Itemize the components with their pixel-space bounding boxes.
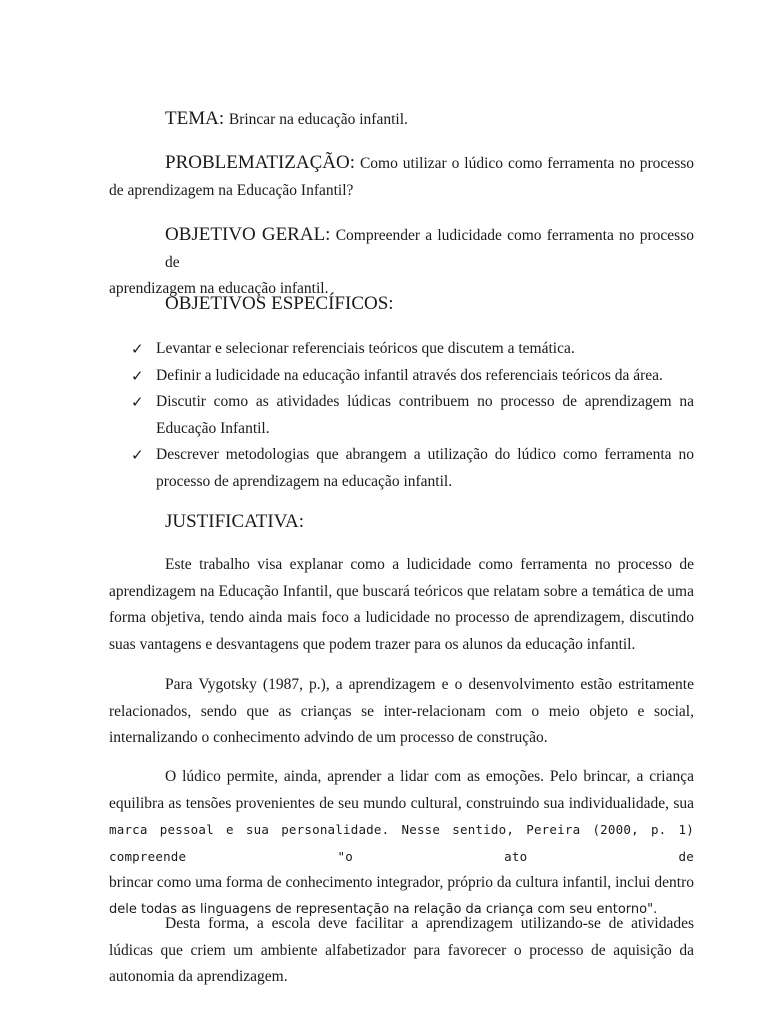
- tema-text: Brincar na educação infantil.: [228, 111, 408, 128]
- justificativa-paragraph-1: [109, 552, 694, 658]
- check-icon: ✓: [131, 366, 144, 385]
- objetivos-especificos-label: OBJETIVOS ESPECÍFICOS:: [165, 293, 394, 314]
- objetivo-geral-text-1: Compreender a ludicidade como ferramenta no processo de: [165, 227, 694, 271]
- objetivos-especificos-heading: [165, 293, 394, 315]
- objetivo-geral-line-2: aprendizagem na educação infantil.: [109, 280, 329, 297]
- list-item-line: Descrever metodologias que abrangem a utilização do lúdico como ferramenta no: [156, 446, 694, 463]
- paragraph-line: relacionados, sendo que as crianças se inter-relacionam com o meio objeto e social,: [109, 702, 694, 720]
- list-item: [131, 336, 694, 363]
- paragraph-line: suas vantagens e desvantagens que podem trazer para os alunos da educação infantil.: [109, 635, 636, 653]
- list-item: [131, 363, 694, 390]
- check-icon: ✓: [131, 340, 144, 358]
- list-item-line: Definir a ludicidade na educação infantil através dos referenciais teóricos da área.: [156, 366, 663, 384]
- list-item: [131, 442, 694, 495]
- list-item-line: processo de aprendizagem na educação infantil.: [156, 472, 453, 490]
- paragraph-line: Para Vygotsky (1987, p.), a aprendizagem e o desenvolvimento estão estritamente: [165, 676, 694, 693]
- objetivos-especificos-list: [131, 336, 694, 495]
- list-item: [131, 389, 694, 442]
- paragraph-line: marca pessoal e sua personalidade. Nesse sentido, Pereira (2000, p. 1) compreende "o ato de: [109, 822, 694, 864]
- tema-line: [165, 108, 408, 131]
- list-item-line: Discutir como as atividades lúdicas contribuem no processo de aprendizagem na: [156, 393, 694, 410]
- problematizacao-line-1: [109, 150, 694, 178]
- problematizacao-paragraph: [109, 150, 694, 204]
- tema-label: TEMA:: [165, 108, 225, 129]
- paragraph-line: equilibra as tensões provenientes de seu mundo cultural, construindo sua individualidade, sua: [109, 794, 694, 812]
- paragraph-line: lúdicas que criem um ambiente alfabetizador para favorecer o processo de aquisição da: [109, 941, 694, 959]
- objetivo-geral-label: OBJETIVO GERAL:: [165, 224, 331, 245]
- objetivo-geral-line-1: [109, 222, 694, 276]
- problematizacao-line-2: de aprendizagem na Educação Infantil?: [109, 181, 354, 199]
- paragraph-line: Desta forma, a escola deve facilitar a aprendizagem utilizando-se de atividades: [165, 915, 694, 932]
- paragraph-line: forma objetiva, tendo ainda mais foco a ludicidade no processo de aprendizagem, discutindo: [109, 609, 694, 626]
- list-item-line: Levantar e selecionar referenciais teóricos que discutem a temática.: [156, 340, 575, 357]
- paragraph-line: brincar como uma forma de conhecimento integrador, próprio da cultura infantil, inclui dentro: [109, 874, 694, 891]
- paragraph-line: O lúdico permite, ainda, aprender a lidar com as emoções. Pelo brincar, a criança: [165, 768, 694, 785]
- objetivo-geral-paragraph: [109, 222, 694, 303]
- justificativa-heading: [165, 511, 304, 533]
- check-icon: ✓: [131, 446, 144, 464]
- justificativa-paragraph-3: [109, 764, 694, 923]
- justificativa-label: JUSTIFICATIVA:: [165, 511, 305, 532]
- justificativa-paragraph-2: [109, 672, 694, 752]
- problematizacao-label: PROBLEMATIZAÇÃO:: [165, 152, 356, 173]
- justificativa-paragraph-4: [109, 911, 694, 991]
- check-icon: ✓: [131, 393, 144, 411]
- paragraph-line: aprendizagem na Educação Infantil, que buscará teóricos que relatam sobre a temática de uma: [109, 582, 694, 600]
- paragraph-line: autonomia da aprendizagem.: [109, 968, 288, 985]
- list-item-line: Educação Infantil.: [156, 419, 270, 437]
- paragraph-line: dele todas as linguagens de representação na relação da criança com seu entorno".: [109, 901, 658, 917]
- paragraph-line: Este trabalho visa explanar como a ludicidade como ferramenta no processo de: [165, 556, 694, 573]
- paragraph-line: internalizando o conhecimento advindo de um processo de construção.: [109, 729, 548, 746]
- problematizacao-text-1: Como utilizar o lúdico como ferramenta no processo: [359, 155, 695, 172]
